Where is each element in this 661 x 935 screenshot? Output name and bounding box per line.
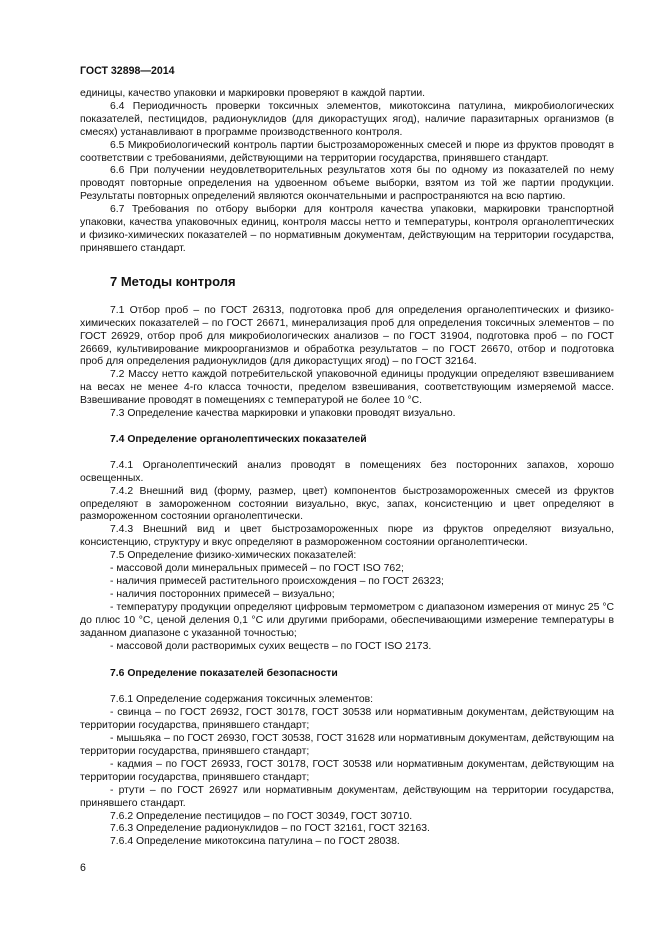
paragraph-7-1: 7.1 Отбор проб – по ГОСТ 26313, подготовка проб для определения органолептических и физико-химических показателей – по ГОСТ 26671, минерализация проб для определения токсичных элементов – по ГОСТ 26929, отбор проб для микробиологических анализов – по ГОСТ 31904, подготовка проб – по ГОСТ 26669, культивирование микроорганизмов и обработка результатов – по ГОСТ 26670, отбор и подготовка проб для определения радионуклидов (для дикорастущих ягод) – по ГОСТ 32164. [80, 304, 614, 368]
list-item: - мышьяка – по ГОСТ 26930, ГОСТ 30538, ГОСТ 31628 или нормативным документам, действующим на территории государства, принявшего стандарт; [80, 733, 614, 757]
paragraph-7-3: 7.3 Определение качества маркировки и упаковки проводят визуально. [110, 408, 456, 420]
paragraph-7-4-1: 7.4.1 Органолептический анализ проводят в помещениях без посторонних запахов, хорошо освещенных. [80, 459, 614, 484]
document-body [80, 88, 614, 849]
list-item: - кадмия – по ГОСТ 26933, ГОСТ 30178, ГОСТ 30538 или нормативным документам, действующим на территории государства, принявшего стандарт; [80, 758, 614, 783]
paragraph-7-5: 7.5 Определение физико-химических показателей: [110, 550, 357, 562]
paragraph: единицы, качество упаковки и маркировки проверяют в каждой партии. [80, 88, 426, 99]
paragraph-7-2: 7.2 Массу нетто каждой потребительской упаковочной единицы продукции определяют взвешиванием на весах не менее 4-го класса точности, пределом взвешивания, соответствующим измеряемой массе. Взвешивание проводят в помещениях с температурой не более 10 °С. [80, 369, 614, 407]
list-item: - ртути – по ГОСТ 26927 или нормативным документам, действующим на территории государства, принявшего стандарт. [80, 784, 614, 809]
paragraph-7-6-2: 7.6.2 Определение пестицидов – по ГОСТ 30349, ГОСТ 30710. [110, 810, 413, 822]
subsection-heading-7-4: 7.4 Определение органолептических показателей [110, 433, 367, 445]
list-item: - наличия посторонних примесей – визуально; [110, 588, 335, 600]
page-number: 6 [80, 862, 86, 874]
paragraph-7-6-1: 7.6.1 Определение содержания токсичных элементов: [110, 694, 374, 706]
paragraph-7-6-4: 7.6.4 Определение микотоксина патулина – по ГОСТ 28038. [110, 836, 400, 848]
list-item: - свинца – по ГОСТ 26932, ГОСТ 30178, ГОСТ 30538 или нормативным документам, действующим на территории государства, принявшего стандарт; [80, 707, 614, 732]
list-item: - температуру продукции определяют цифровым термометром с диапазоном измерения от минус 25 °С до плюс 10 °С, ценой деления 0,1 °С или другими приборами, обеспечивающими измерение температуры в заданном диапазоне с указанной точностью; [80, 601, 614, 639]
paragraph-7-4-2: 7.4.2 Внешний вид (форму, размер, цвет) компонентов быстрозамороженных смесей из фруктов определяют в замороженном состоянии визуально, вкус, запах, консистенцию и цвет определяют в размороженном состоянии органолептически. [80, 485, 614, 523]
list-item: - массовой доли минеральных примесей – по ГОСТ ISO 762; [110, 563, 404, 575]
section-heading-7: 7 Методы контроля [110, 273, 236, 289]
paragraph-6-4: 6.4 Периодичность проверки токсичных элементов, микотоксина патулина, микробиологических показателей, пестицидов, радионуклидов (для дикорастущих ягод), наличие паразитарных организмов (в смесях) устанавливают в программе производственного контроля. [80, 100, 614, 138]
paragraph-6-7: 6.7 Требования по отбору выборки для контроля качества упаковки, маркировки транспортной упаковки, качества упаковочных единиц, контроля массы нетто и температуры, контроля органолептических и физико-химических показателей – по нормативным документам, действующим на территории государства, принявшего стандарт. [80, 204, 614, 254]
paragraph-6-6: 6.6 При получении неудовлетворительных результатов хотя бы по одному из показателей по нему проводят повторные определения на удвоенном объеме выборки, взятом из той же партии продукции. Результаты повторных определений являются окончательными и распространяются на всю партию. [80, 165, 614, 203]
paragraph-6-5: 6.5 Микробиологический контроль партии быстрозамороженных смесей и пюре из фруктов проводят в соответствии с требованиями, действующими на территории государства, принявшего стандарт. [80, 139, 614, 164]
paragraph-7-4-3: 7.4.3 Внешний вид и цвет быстрозамороженных пюре из фруктов определяют визуально, консистенцию, структуру и вкус определяют в размороженном состоянии органолептически. [80, 524, 614, 549]
subsection-heading-7-6: 7.6 Определение показателей безопасности [110, 668, 338, 680]
list-item: - массовой доли растворимых сухих веществ – по ГОСТ ISO 2173. [110, 640, 432, 652]
document-header: ГОСТ 32898—2014 [80, 65, 175, 77]
list-item: - наличия примесей растительного происхождения – по ГОСТ 26323; [110, 576, 444, 587]
paragraph-7-6-3: 7.6.3 Определение радионуклидов – по ГОСТ 32161, ГОСТ 32163. [110, 823, 430, 835]
